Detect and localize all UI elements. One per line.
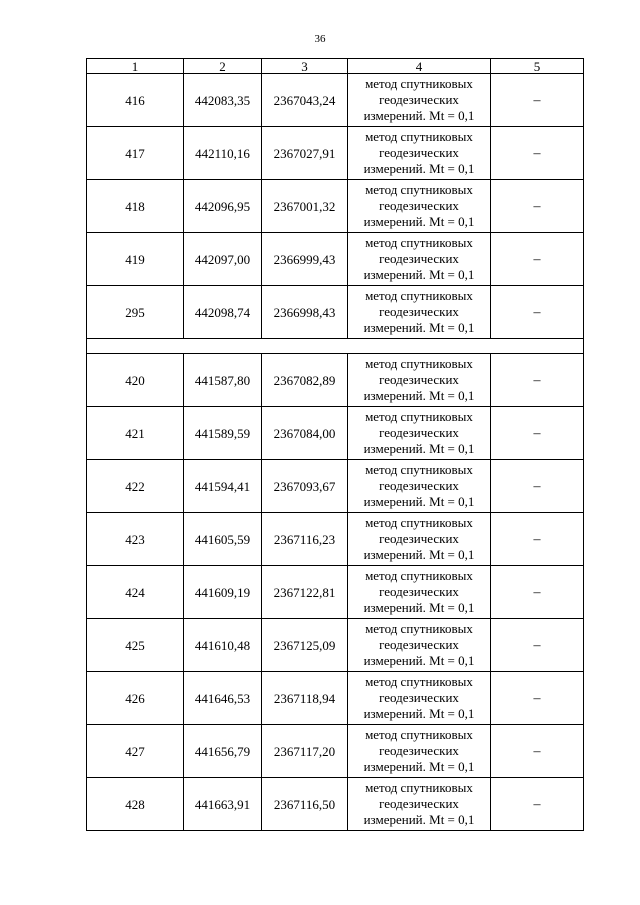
- method-cell: метод спутниковых геодезических измерений. Mt = 0,1: [348, 460, 491, 513]
- note-cell: –: [491, 619, 584, 672]
- note-cell: –: [491, 725, 584, 778]
- method-cell: метод спутниковых геодезических измерений. Mt = 0,1: [348, 513, 491, 566]
- coordinates-table: [86, 58, 584, 831]
- point-cell: 421: [87, 407, 184, 460]
- point-cell: 422: [87, 460, 184, 513]
- note-cell: –: [491, 233, 584, 286]
- note-cell: –: [491, 127, 584, 180]
- method-cell: метод спутниковых геодезических измерений. Mt = 0,1: [348, 407, 491, 460]
- table-row: [87, 619, 584, 672]
- page-number: 36: [314, 33, 326, 45]
- method-cell: метод спутниковых геодезических измерений. Mt = 0,1: [348, 566, 491, 619]
- header-col-3: 3: [262, 59, 348, 74]
- header-col-4: 4: [348, 59, 491, 74]
- point-cell: 425: [87, 619, 184, 672]
- y-coordinate-cell: 2367027,91: [262, 127, 348, 180]
- table-row: [87, 725, 584, 778]
- header-col-2: 2: [184, 59, 262, 74]
- table-row: [87, 407, 584, 460]
- point-cell: 419: [87, 233, 184, 286]
- x-coordinate-cell: 441609,19: [184, 566, 262, 619]
- point-cell: 426: [87, 672, 184, 725]
- table-row: [87, 233, 584, 286]
- table-row: [87, 672, 584, 725]
- method-cell: метод спутниковых геодезических измерений. Mt = 0,1: [348, 725, 491, 778]
- method-cell: метод спутниковых геодезических измерений. Mt = 0,1: [348, 354, 491, 407]
- y-coordinate-cell: 2367116,23: [262, 513, 348, 566]
- note-cell: –: [491, 460, 584, 513]
- point-cell: 424: [87, 566, 184, 619]
- note-cell: –: [491, 407, 584, 460]
- y-coordinate-cell: 2367043,24: [262, 74, 348, 127]
- note-cell: –: [491, 74, 584, 127]
- y-coordinate-cell: 2367117,20: [262, 725, 348, 778]
- point-cell: 428: [87, 778, 184, 831]
- method-cell: метод спутниковых геодезических измерений. Mt = 0,1: [348, 619, 491, 672]
- separator-cell: [87, 339, 584, 354]
- table-header-row: [87, 59, 584, 74]
- header-col-1: 1: [87, 59, 184, 74]
- point-cell: 416: [87, 74, 184, 127]
- table-row: [87, 778, 584, 831]
- x-coordinate-cell: 441589,59: [184, 407, 262, 460]
- point-cell: 418: [87, 180, 184, 233]
- x-coordinate-cell: 442083,35: [184, 74, 262, 127]
- y-coordinate-cell: 2367084,00: [262, 407, 348, 460]
- header-col-5: 5: [491, 59, 584, 74]
- y-coordinate-cell: 2367122,81: [262, 566, 348, 619]
- y-coordinate-cell: 2366998,43: [262, 286, 348, 339]
- note-cell: –: [491, 513, 584, 566]
- note-cell: –: [491, 286, 584, 339]
- y-coordinate-cell: 2367125,09: [262, 619, 348, 672]
- y-coordinate-cell: 2366999,43: [262, 233, 348, 286]
- table-row: [87, 354, 584, 407]
- separator-row: [87, 339, 584, 354]
- point-cell: 295: [87, 286, 184, 339]
- point-cell: 417: [87, 127, 184, 180]
- note-cell: –: [491, 180, 584, 233]
- method-cell: метод спутниковых геодезических измерений. Mt = 0,1: [348, 286, 491, 339]
- y-coordinate-cell: 2367118,94: [262, 672, 348, 725]
- point-cell: 427: [87, 725, 184, 778]
- y-coordinate-cell: 2367082,89: [262, 354, 348, 407]
- table-row: [87, 127, 584, 180]
- table-row: [87, 74, 584, 127]
- method-cell: метод спутниковых геодезических измерений. Mt = 0,1: [348, 180, 491, 233]
- x-coordinate-cell: 441646,53: [184, 672, 262, 725]
- x-coordinate-cell: 442096,95: [184, 180, 262, 233]
- x-coordinate-cell: 441587,80: [184, 354, 262, 407]
- table-row: [87, 180, 584, 233]
- method-cell: метод спутниковых геодезических измерений. Mt = 0,1: [348, 233, 491, 286]
- note-cell: –: [491, 354, 584, 407]
- method-cell: метод спутниковых геодезических измерений. Mt = 0,1: [348, 74, 491, 127]
- x-coordinate-cell: 441610,48: [184, 619, 262, 672]
- note-cell: –: [491, 672, 584, 725]
- table-row: [87, 286, 584, 339]
- y-coordinate-cell: 2367116,50: [262, 778, 348, 831]
- x-coordinate-cell: 442098,74: [184, 286, 262, 339]
- x-coordinate-cell: 441656,79: [184, 725, 262, 778]
- x-coordinate-cell: 441594,41: [184, 460, 262, 513]
- point-cell: 420: [87, 354, 184, 407]
- table-row: [87, 513, 584, 566]
- table-row: [87, 566, 584, 619]
- x-coordinate-cell: 441663,91: [184, 778, 262, 831]
- method-cell: метод спутниковых геодезических измерений. Mt = 0,1: [348, 127, 491, 180]
- method-cell: метод спутниковых геодезических измерений. Mt = 0,1: [348, 778, 491, 831]
- y-coordinate-cell: 2367093,67: [262, 460, 348, 513]
- x-coordinate-cell: 441605,59: [184, 513, 262, 566]
- point-cell: 423: [87, 513, 184, 566]
- note-cell: –: [491, 778, 584, 831]
- y-coordinate-cell: 2367001,32: [262, 180, 348, 233]
- x-coordinate-cell: 442110,16: [184, 127, 262, 180]
- x-coordinate-cell: 442097,00: [184, 233, 262, 286]
- note-cell: –: [491, 566, 584, 619]
- method-cell: метод спутниковых геодезических измерений. Mt = 0,1: [348, 672, 491, 725]
- table-row: [87, 460, 584, 513]
